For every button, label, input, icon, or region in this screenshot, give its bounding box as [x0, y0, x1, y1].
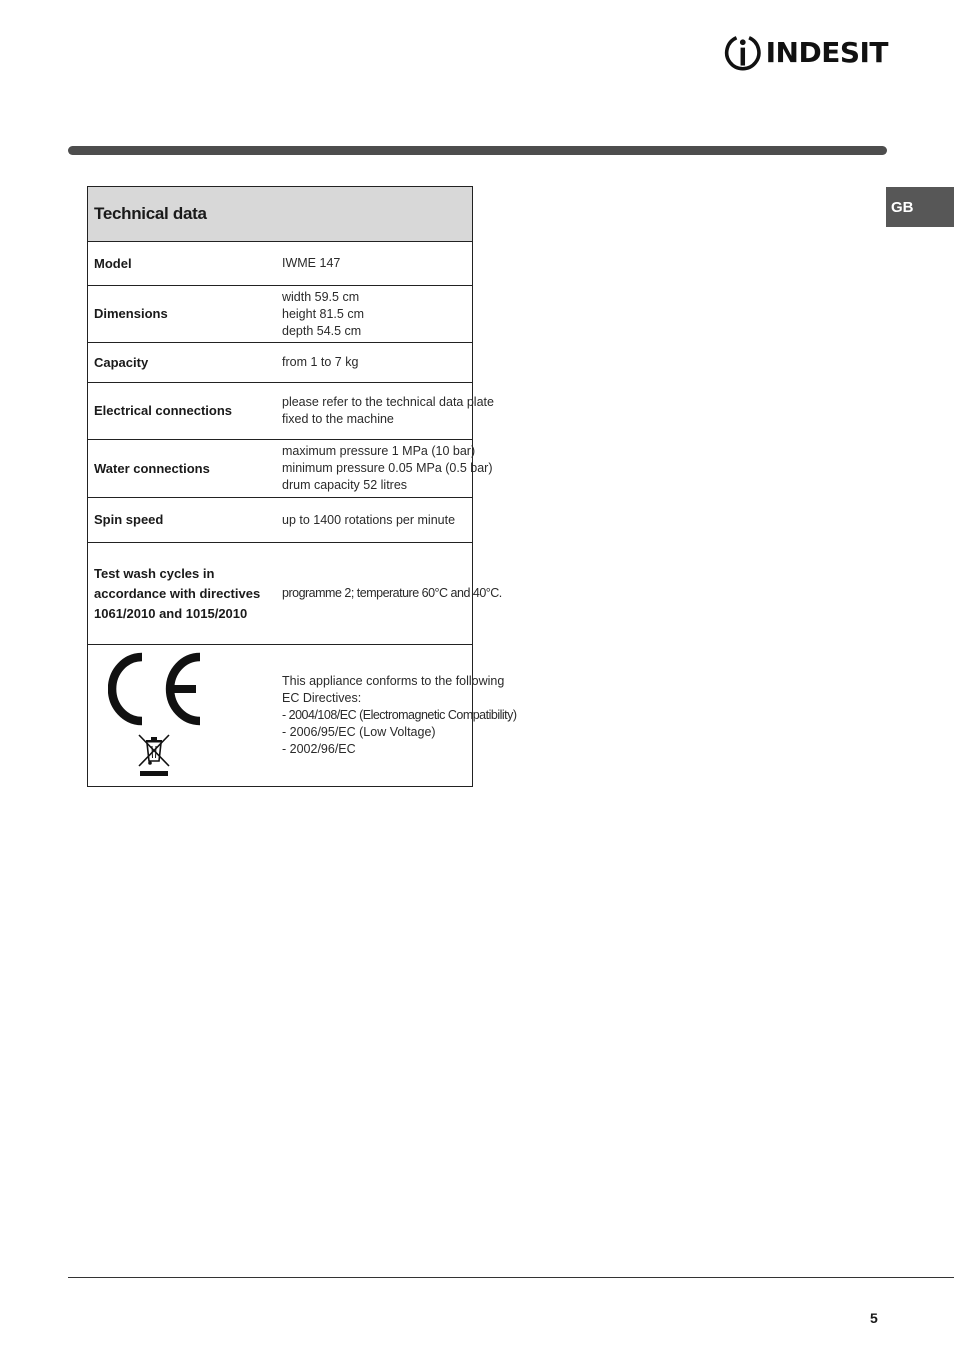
brand-name: INDESIT — [765, 36, 888, 69]
indesit-i-icon — [724, 31, 762, 75]
row-value: from 1 to 7 kg — [280, 343, 473, 383]
brand-logo — [724, 30, 888, 76]
table-row-conformity — [88, 645, 473, 787]
row-value: IWME 147 — [280, 242, 473, 286]
table-row-dimensions — [88, 286, 473, 343]
header-divider — [68, 146, 887, 155]
table-row-spin-speed — [88, 498, 473, 543]
table-row-capacity — [88, 343, 473, 383]
language-tab: GB — [886, 187, 954, 227]
row-value: up to 1400 rotations per minute — [280, 498, 473, 543]
row-label: Water connections — [88, 440, 281, 498]
row-label: Electrical connections — [88, 383, 281, 440]
footer-divider — [68, 1277, 954, 1278]
row-value: please refer to the technical data plate fixed to the machine — [280, 383, 473, 440]
table-row-model — [88, 242, 473, 286]
technical-data-table — [87, 186, 517, 787]
ce-mark-icon — [108, 651, 208, 727]
table-row-electrical — [88, 383, 473, 440]
conformity-text: This appliance conforms to the following EC Directives: - 2004/108/EC (Electromagnetic Compatibility) - 2006/95/EC (Low Voltage) - 2002/96/EC — [280, 645, 473, 787]
weee-crossed-bin-icon — [136, 733, 176, 779]
row-label: Test wash cycles in accordance with directives 1061/2010 and 1015/2010 — [88, 543, 281, 645]
row-label: Spin speed — [88, 498, 281, 543]
conformity-marks — [88, 645, 281, 787]
row-label: Capacity — [88, 343, 281, 383]
table-row-water — [88, 440, 473, 498]
row-label: Model — [88, 242, 281, 286]
table-row-test-wash — [88, 543, 473, 645]
table-title: Technical data — [88, 187, 473, 242]
row-value: width 59.5 cm height 81.5 cm depth 54.5 cm — [280, 286, 473, 343]
row-value: programme 2; temperature 60°C and 40°C. — [280, 543, 473, 645]
row-value: maximum pressure 1 MPa (10 bar) minimum pressure 0.05 MPa (0.5 bar) drum capacity 52 litres — [280, 440, 473, 498]
row-label: Dimensions — [88, 286, 281, 343]
page-number: 5 — [870, 1310, 878, 1326]
